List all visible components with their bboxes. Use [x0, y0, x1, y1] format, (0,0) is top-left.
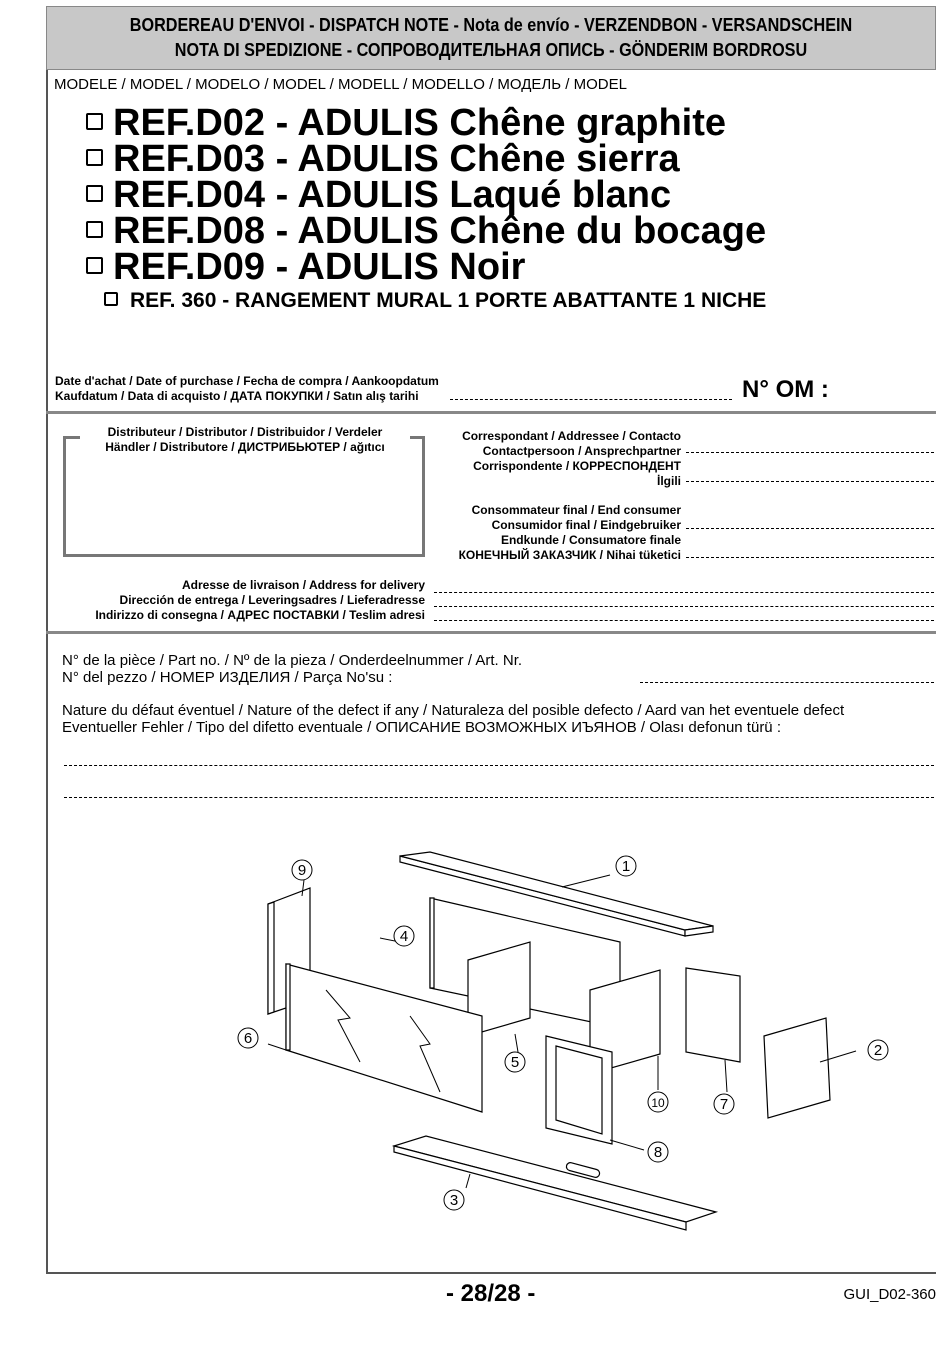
callout-2: 2 [873, 1042, 883, 1059]
leader-line [725, 1060, 727, 1092]
callout-6: 6 [243, 1030, 253, 1047]
correspondent-label: Correspondant / Addressee / Contacto Contactpersoon / Ansprechpartner Corrispondente / КОРРЕСПОНДЕНТ İlgili [462, 429, 681, 488]
purchase-date-field[interactable] [450, 399, 732, 400]
ref-option-d02[interactable]: REF.D02 - ADULIS Chêne graphite [86, 104, 726, 142]
checkbox-icon[interactable] [104, 292, 118, 306]
callout-9: 9 [297, 862, 307, 879]
divider [46, 631, 936, 634]
ref-option-d09[interactable]: REF.D09 - ADULIS Noir [86, 248, 525, 286]
part-number-label: N° de la pièce / Part no. / Nº de la pieza / Onderdeelnummer / Art. Nr. N° del pezzo / НОМЕР ИЗДЕЛИЯ / Parça No'su : [62, 652, 523, 686]
divider [46, 411, 936, 414]
part-number-field[interactable] [640, 682, 934, 683]
end-consumer-label: Consommateur final / End consumer Consumidor final / Eindgebruiker Endkunde / Consumatore finale КОНЕЧНЫЙ ЗАКАЗЧИК / Nihai tüketici [458, 503, 681, 562]
ref-option-d03[interactable]: REF.D03 - ADULIS Chêne sierra [86, 140, 680, 178]
end-consumer-field[interactable] [686, 528, 934, 529]
model-label: MODELE / MODEL / MODELO / MODEL / MODELL / MODELLO / МОДЕЛЬ / MODEL [54, 76, 627, 93]
checkbox-icon[interactable] [86, 221, 103, 238]
ref-option-360[interactable]: REF. 360 - RANGEMENT MURAL 1 PORTE ABATTANTE 1 NICHE [104, 289, 766, 313]
part-9-panel-edge [268, 902, 274, 1014]
end-consumer-field-2[interactable] [686, 557, 934, 558]
document-header [46, 6, 936, 70]
part-4-panel-edge [430, 898, 434, 988]
checkbox-icon[interactable] [86, 257, 103, 274]
callout-10: 10 [651, 1096, 665, 1110]
callout-7: 7 [719, 1096, 729, 1113]
checkbox-icon[interactable] [86, 149, 103, 166]
delivery-address-label: Adresse de livraison / Address for delivery Dirección de entrega / Leveringsadres / Lieferadresse Indirizzo di consegna / АДРЕС ПОСТАВКИ / Teslim adresi [95, 578, 425, 622]
header-line-1: BORDEREAU D'ENVOI - DISPATCH NOTE - Nota de envío - VERZENDBON - VERSANDSCHEIN [129, 15, 853, 35]
delivery-address-field[interactable] [434, 592, 934, 593]
leader-line [466, 1174, 470, 1188]
header-line-2: NOTA DI SPEDIZIONE - СОПРОВОДИТЕЛЬНАЯ ОПИСЬ - GÖNDERIM BORDROSU [174, 40, 808, 60]
callout-5: 5 [510, 1054, 520, 1071]
correspondent-field[interactable] [686, 452, 934, 453]
part-3-panel-edge [394, 1146, 686, 1230]
leader-line [562, 875, 610, 887]
document-code: GUI_D02-360 [843, 1286, 936, 1303]
part-8-frame-inner [556, 1046, 602, 1134]
callout-3: 3 [449, 1192, 459, 1209]
part-7-panel [686, 968, 740, 1062]
ref-option-d08[interactable]: REF.D08 - ADULIS Chêne du bocage [86, 212, 766, 250]
delivery-address-field-3[interactable] [434, 620, 934, 621]
part-6-panel-edge [286, 964, 290, 1050]
checkbox-icon[interactable] [86, 113, 103, 130]
exploded-parts-diagram [230, 840, 930, 1240]
page-number: - 28/28 - [446, 1280, 536, 1307]
leader-line [515, 1034, 518, 1052]
defect-label: Nature du défaut éventuel / Nature of the defect if any / Naturaleza del posible defecto / Aard van het eventuele defect Eventueller Fehler / Tipo del difetto eventuale / ОПИСАНИЕ ВОЗМОЖНЫХ ИЪЯНОВ / Olası defonun türü : [62, 702, 845, 736]
part-2-panel [764, 1018, 830, 1118]
correspondent-field-2[interactable] [686, 481, 934, 482]
checkbox-icon[interactable] [86, 185, 103, 202]
leader-line [610, 1140, 644, 1150]
callout-4: 4 [399, 928, 409, 945]
delivery-address-field-2[interactable] [434, 606, 934, 607]
callout-8: 8 [653, 1144, 663, 1161]
ref-option-d04[interactable]: REF.D04 - ADULIS Laqué blanc [86, 176, 671, 214]
om-number-label: N° OM : [742, 376, 829, 403]
defect-field-line-2[interactable] [64, 797, 934, 798]
distributor-label: Distributeur / Distributor / Distribuidor / Verdeler Händler / Distributore / ДИСТРИБЬЮТЕР / ağıtıcı [80, 425, 410, 455]
callout-1: 1 [621, 858, 631, 875]
leader-line [268, 1044, 286, 1050]
purchase-date-label: Date d'achat / Date of purchase / Fecha de compra / Aankoopdatum Kaufdatum / Data di acquisto / ДАТА ПОКУПКИ / Satın alış tarihi [55, 374, 439, 403]
defect-field-line-1[interactable] [64, 765, 934, 766]
